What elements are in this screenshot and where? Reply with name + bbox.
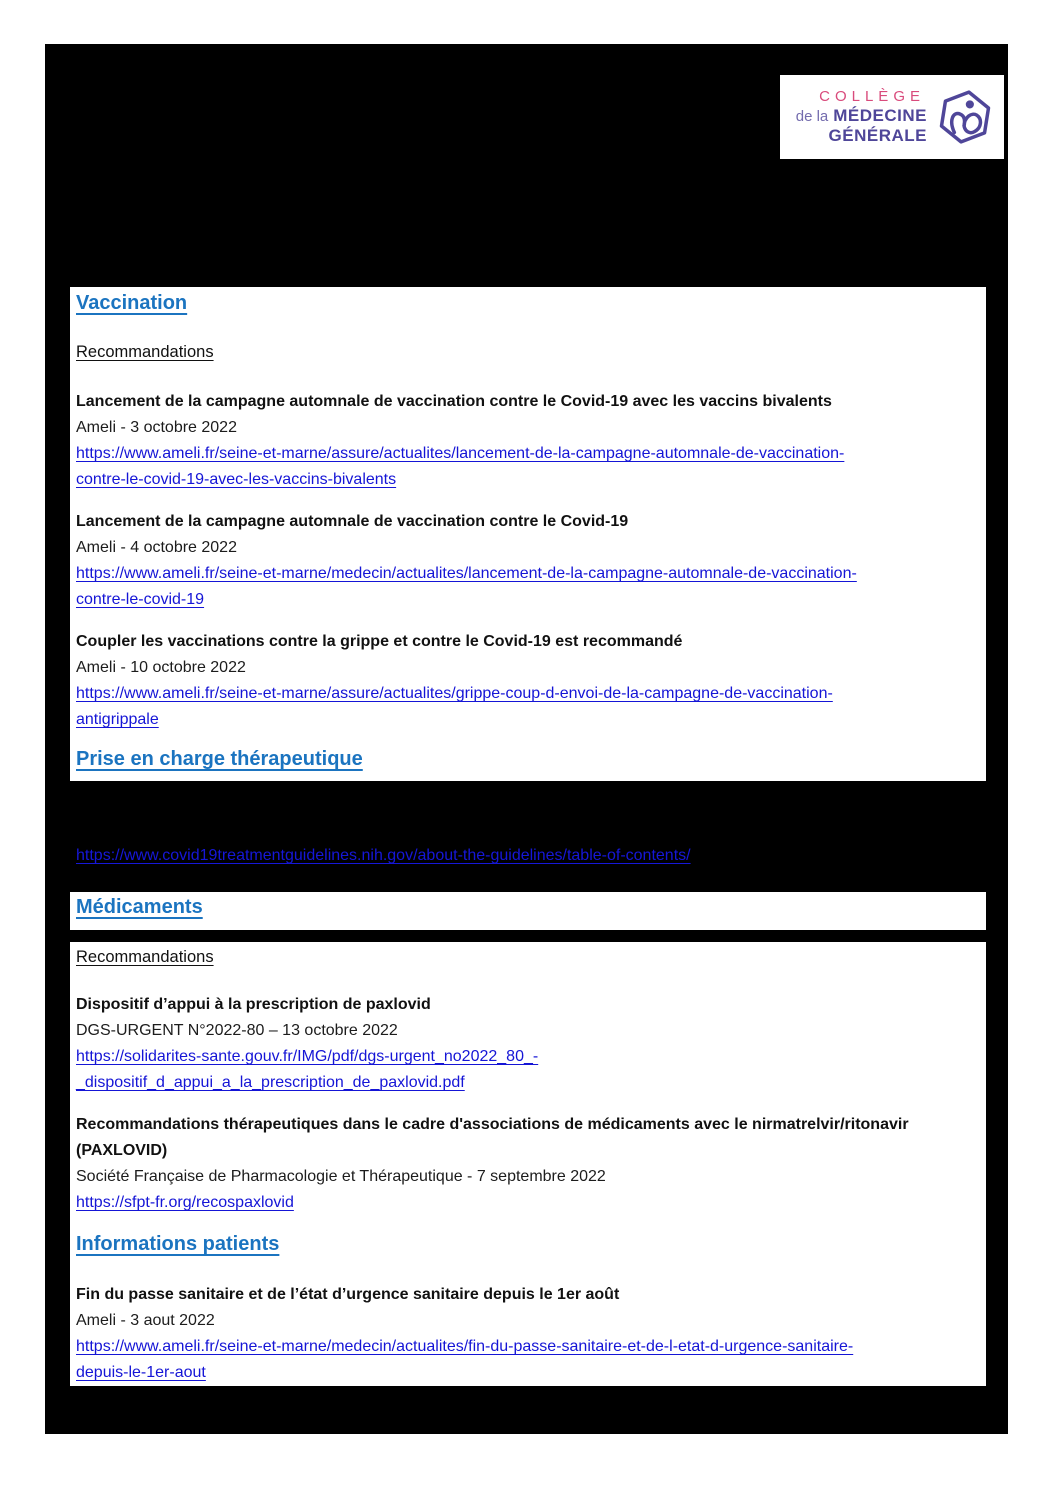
entry-source: Ameli - 4 octobre 2022 (76, 539, 237, 556)
entry-source: Ameli - 10 octobre 2022 (76, 659, 246, 676)
cmg-logo (780, 75, 1004, 159)
entry-title: Dispositif d’appui à la prescription de paxlovid (76, 996, 431, 1013)
entry-source: Société Française de Pharmacologie et Thérapeutique - 7 septembre 2022 (76, 1168, 606, 1185)
recommandations-subheading: Recommandations (76, 343, 214, 361)
entry-link[interactable]: https://www.ameli.fr/seine-et-marne/medecin/actualites/lancement-de-la-campagne-automnale-de-vaccination- contre-le-covid-19 (76, 565, 857, 608)
logo-medecine-label: MÉDECINE (833, 105, 927, 125)
entry-link[interactable]: https://www.ameli.fr/seine-et-marne/assure/actualites/grippe-coup-d-envoi-de-la-campagne-de-vaccination- antigrippale (76, 685, 833, 728)
entry-link[interactable]: https://sfpt-fr.org/recospaxlovid (76, 1194, 294, 1211)
news-entry (76, 992, 980, 1096)
entry-link[interactable]: https://solidarites-sante.gouv.fr/IMG/pdf/dgs-urgent_no2022_80_- _dispositif_d_appui_a_la_prescription_de_paxlovid.pdf (76, 1048, 539, 1091)
news-entry (76, 389, 980, 493)
entry-title: Lancement de la campagne automnale de vaccination contre le Covid-19 (76, 513, 629, 530)
section-medicaments-heading-strip (70, 892, 986, 930)
cmg-hexagon-person-icon (934, 85, 996, 149)
entry-link[interactable]: https://www.ameli.fr/seine-et-marne/assure/actualites/lancement-de-la-campagne-automnale-de-vaccination- contre-le-covid-19-avec-les-vaccins-bivalents (76, 445, 845, 488)
entry-source: DGS-URGENT N°2022-80 – 13 octobre 2022 (76, 1022, 398, 1039)
news-entry (76, 1282, 980, 1386)
entry-source: Ameli - 3 octobre 2022 (76, 419, 237, 436)
entry-title-line2: (PAXLOVID) (76, 1142, 168, 1159)
therapy-heading: Prise en charge thérapeutique (76, 748, 363, 770)
logo-dela-label: de la (795, 107, 829, 125)
entry-title: Lancement de la campagne automnale de vaccination contre le Covid-19 avec les vaccins bivalents (76, 393, 832, 410)
recommandations-subheading: Recommandations (76, 948, 214, 966)
entry-title: Recommandations thérapeutiques dans le cadre d'associations de médicaments avec le nirmatrelvir/ritonavir (76, 1116, 909, 1133)
section-medicaments-content (70, 942, 986, 1386)
cmg-logo-text (796, 89, 927, 145)
news-entry (76, 629, 980, 733)
informations-patients-heading: Informations patients (76, 1233, 280, 1255)
logo-generale-label: GÉNÉRALE (828, 125, 927, 145)
entry-title: Fin du passe sanitaire et de l’état d’urgence sanitaire depuis le 1er août (76, 1286, 620, 1303)
entry-title: Coupler les vaccinations contre la grippe et contre le Covid-19 est recommandé (76, 633, 683, 650)
redacted-header-block (45, 44, 1008, 1434)
entry-source: Ameli - 3 aout 2022 (76, 1312, 215, 1329)
logo-college-label: COLLÈGE (819, 88, 925, 106)
medicaments-heading: Médicaments (76, 896, 203, 918)
vaccination-heading: Vaccination (76, 292, 188, 314)
news-entry (76, 509, 980, 613)
section-vaccination (70, 287, 986, 781)
entry-link[interactable]: https://www.ameli.fr/seine-et-marne/medecin/actualites/fin-du-passe-sanitaire-et-de-l-etat-d-urgence-sanitaire- depuis-le-1er-aout (76, 1338, 854, 1381)
nih-guidelines-link[interactable]: https://www.covid19treatmentguidelines.nih.gov/about-the-guidelines/table-of-contents/ (76, 847, 691, 864)
news-entry (76, 1112, 980, 1216)
